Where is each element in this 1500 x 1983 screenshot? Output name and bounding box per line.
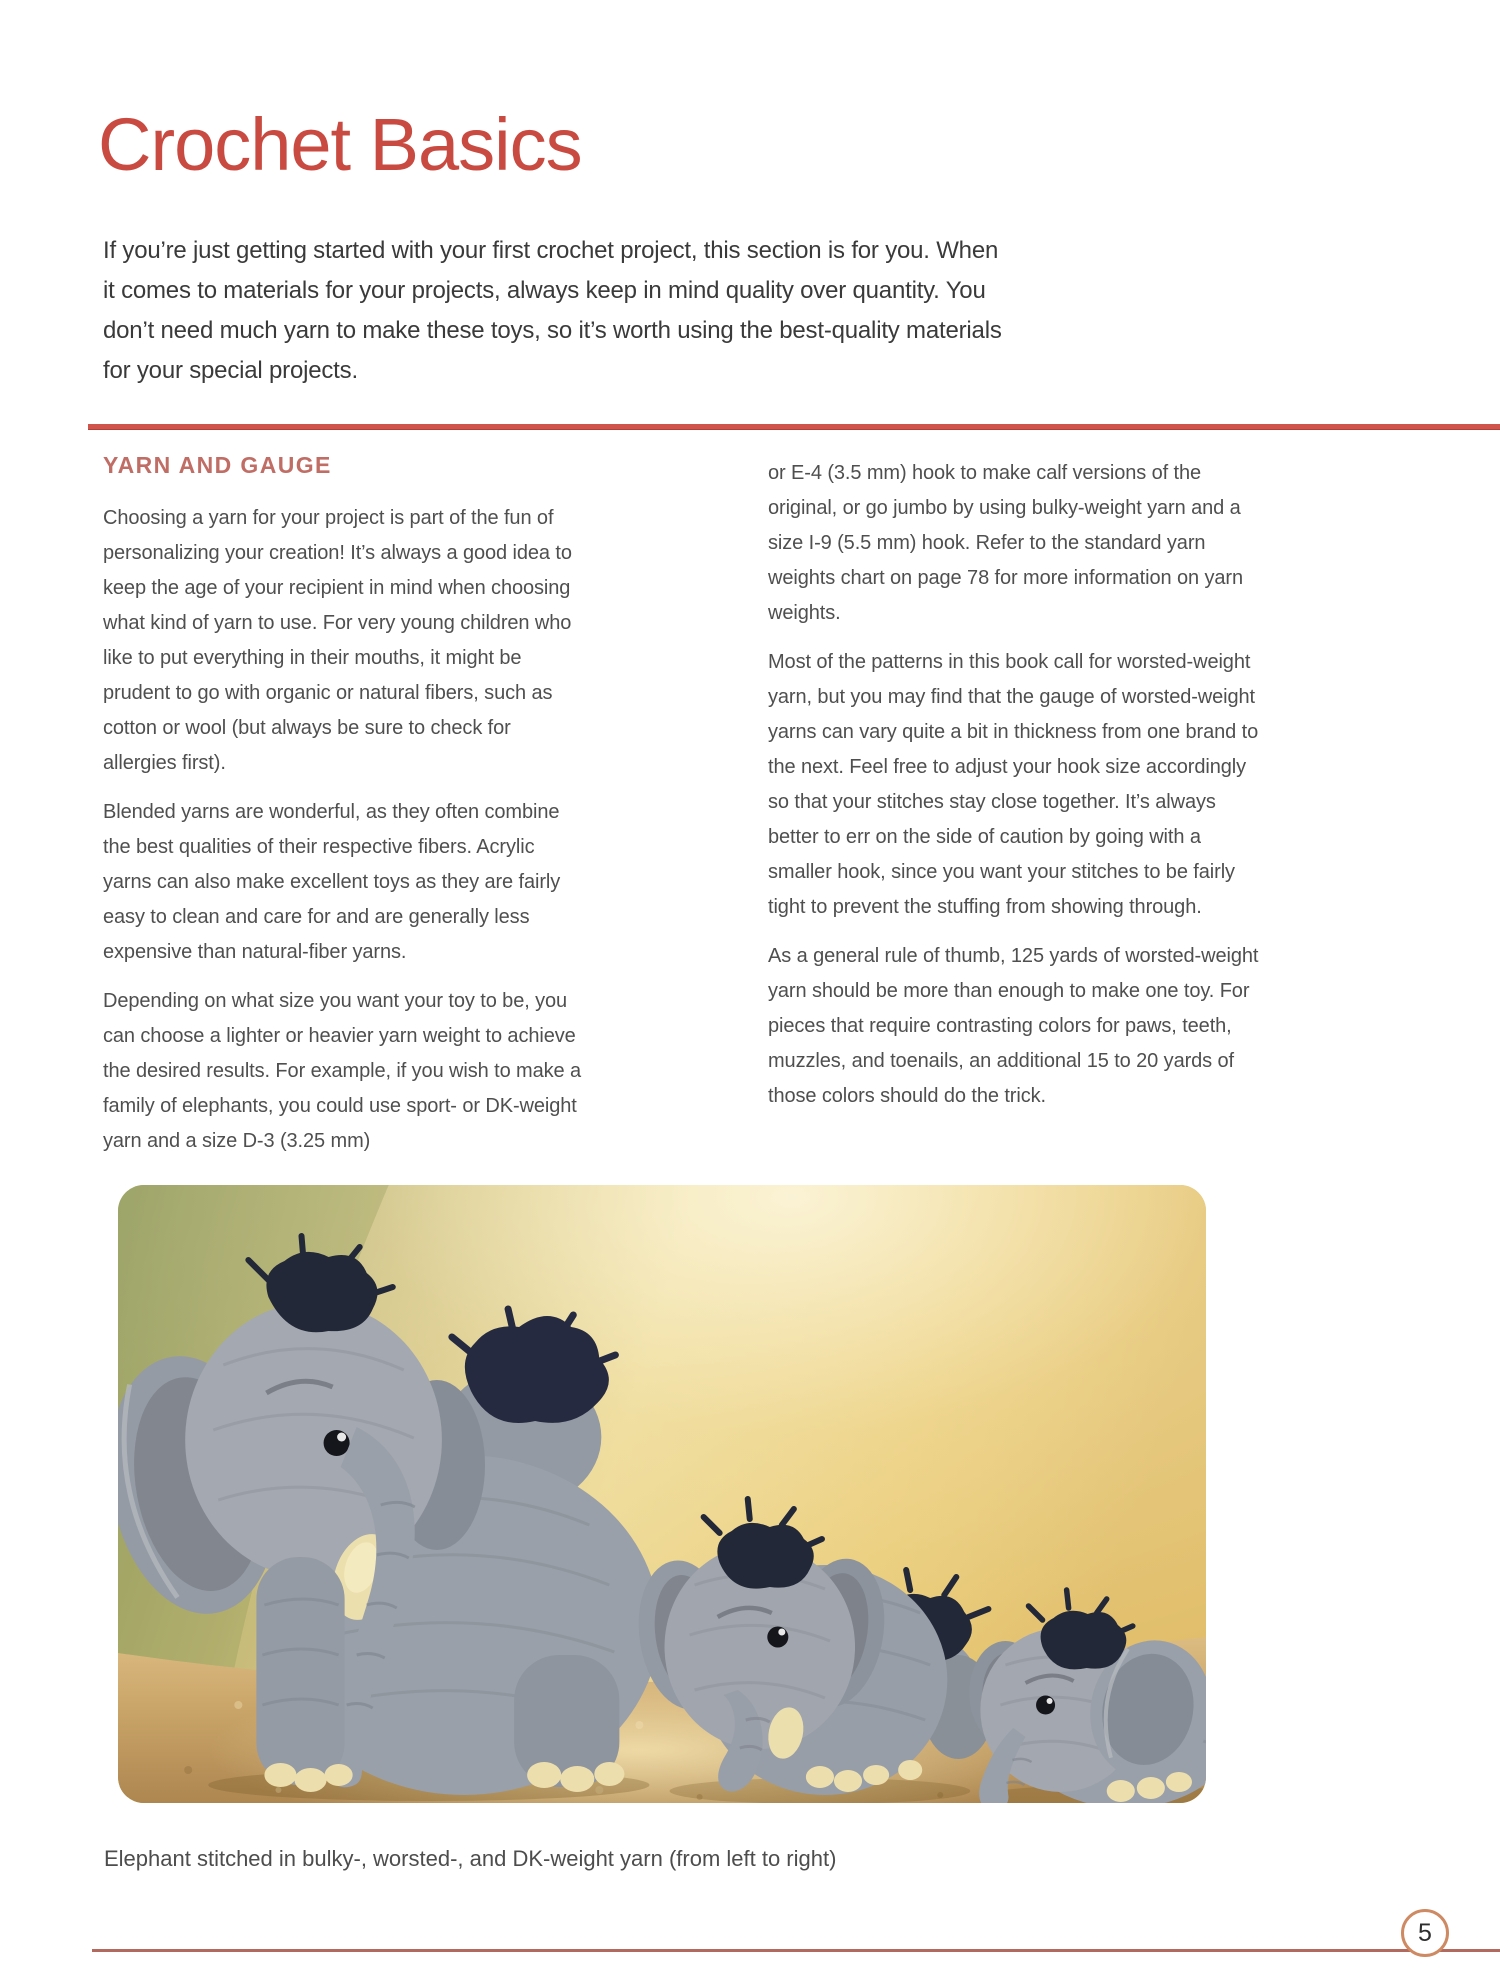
body-paragraph: Most of the patterns in this book call for worsted-weight yarn, but you may find that the gauge of worsted-weight yarns can vary quite a bit in thickness from one brand to the next. Feel free to adjust your hook size accordingly so that your stitches stay close together. It’s always better to err on the side of caution by going with a smaller hook, since you want your stitches to be fairly tight to prevent the stuffing from showing through. <box>768 651 1259 918</box>
page-title: Crochet Basics <box>98 103 582 186</box>
page-number-badge: 5 <box>1401 1909 1449 1957</box>
left-column <box>103 452 585 1173</box>
elephants-photo-art <box>118 1185 1206 1803</box>
body-paragraph: Choosing a yarn for your project is part of the fun of personalizing your creation! It’s always a good idea to keep the age of your recipient in mind when choosing what kind of yarn to use. For very young children who like to put everything in their mouths, it might be prudent to go with organic or natural fibers, such as cotton or wool (but always be sure to check for allergies first). <box>103 507 572 774</box>
body-paragraph: or E-4 (3.5 mm) hook to make calf versions of the original, or go jumbo by using bulky-weight yarn and a size I-9 (5.5 mm) hook. Refer to the standard yarn weights chart on page 78 for more information on yarn weights. <box>768 462 1243 624</box>
elephants-photo <box>118 1185 1206 1803</box>
top-divider <box>88 424 1500 430</box>
bottom-divider <box>92 1949 1500 1952</box>
section-heading: YARN AND GAUGE <box>103 452 332 478</box>
body-paragraph: Depending on what size you want your toy to be, you can choose a lighter or heavier yarn weight to achieve the desired results. For example, if you wish to make a family of elephants, you could use sport- or DK-weight yarn and a size D-3 (3.25 mm) <box>103 990 582 1152</box>
right-column <box>768 452 1260 1128</box>
body-paragraph: As a general rule of thumb, 125 yards of worsted-weight yarn should be more than enough to make one toy. For pieces that require contrasting colors for paws, teeth, muzzles, and toenails, an additional 15 to 20 yards of those colors should do the trick. <box>768 945 1259 1107</box>
intro-paragraph: If you’re just getting started with your first crochet project, this section is for you. When it comes to materials for your projects, always keep in mind quality over quantity. You don’t need much yarn to make these toys, so it’s worth using the best-quality materials for your special projects. <box>103 237 1002 384</box>
body-paragraph: Blended yarns are wonderful, as they often combine the best qualities of their respective fibers. Acrylic yarns can also make excellent toys as they are fairly easy to clean and care for and are generally less expensive than natural-fiber yarns. <box>103 801 561 963</box>
figure-caption: Elephant stitched in bulky-, worsted-, and DK-weight yarn (from left to right) <box>104 1846 837 1871</box>
